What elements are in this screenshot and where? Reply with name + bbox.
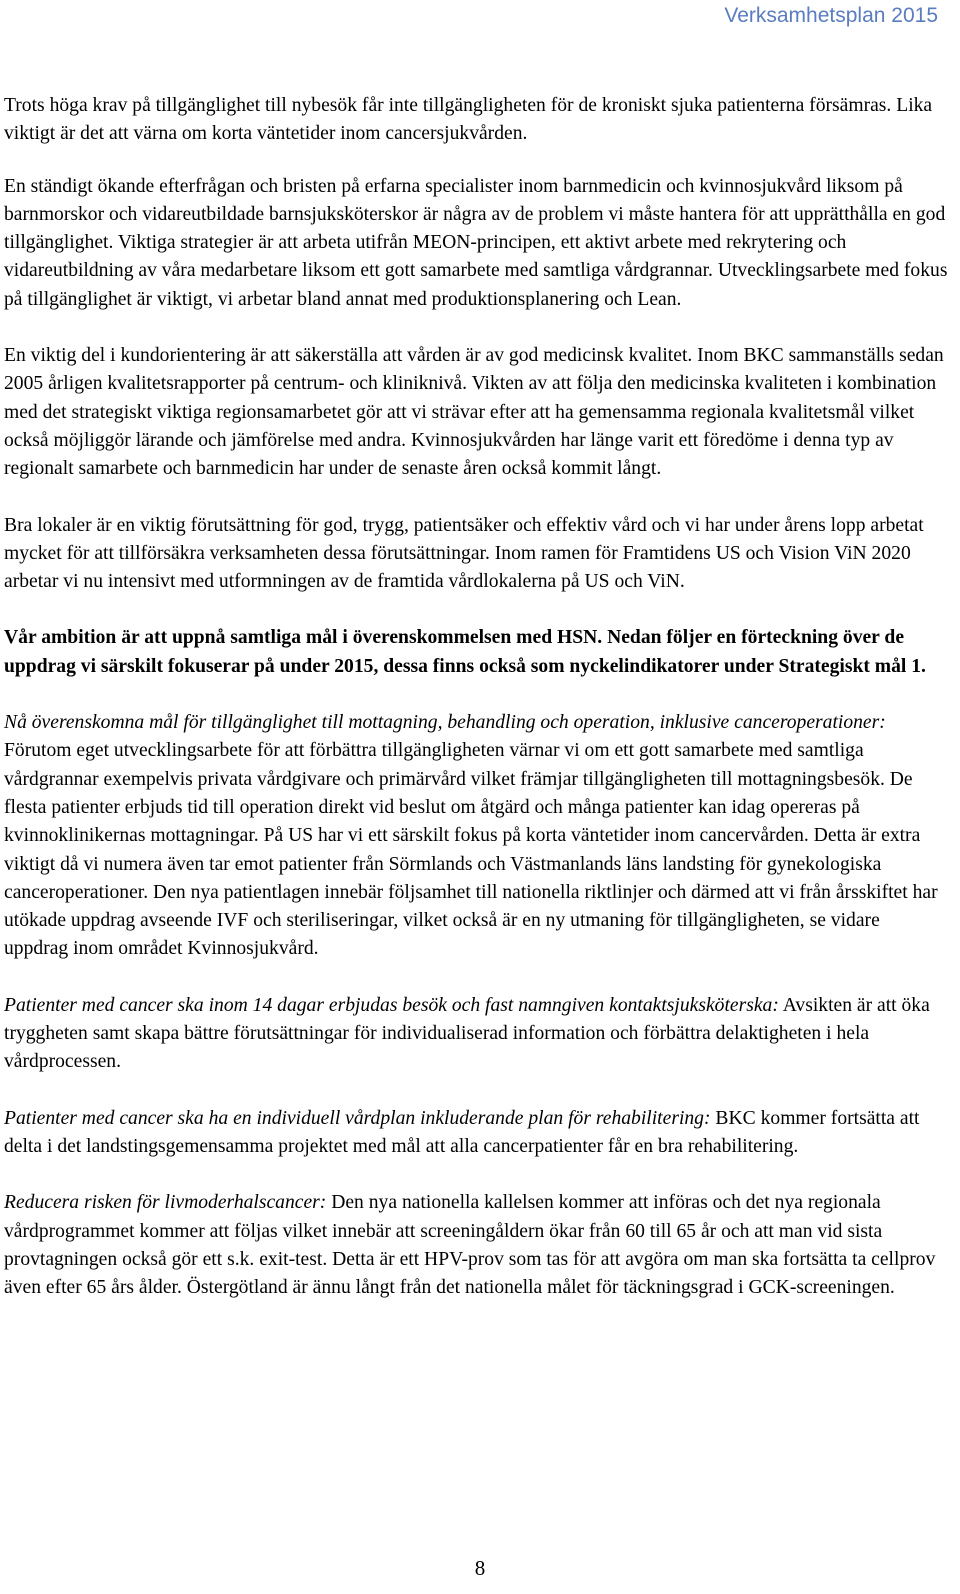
document-header-title: Verksamhetsplan 2015 — [724, 4, 938, 27]
paragraph-text: BKC kommer fortsätta att delta i det landstingsgemensamma projektet med mål att alla cancerpatienter får en bra rehabilitering. — [4, 1107, 920, 1157]
paragraph-text: Den nya nationella kallelsen kommer att införas och det nya regionala vårdprogrammet kommer att följas vilket innebär att screeningåldern ökar från 60 till 65 år och att man vid sista provtagningen också gör ett s.k. exit-test. Detta är ett HPV-prov som tas för att avgöra om man ska fortsätta ta cellprov även efter 65 års ålder. Östergötland är ännu långt från det nationella målet för täckningsgrad i GCK-screeningen. — [4, 1192, 936, 1299]
paragraph-contact-nurse — [4, 992, 948, 1077]
paragraph-specialist-shortage: En ständigt ökande efterfrågan och bristen på erfarna specialister inom barnmedicin och kvinnosjukvård liksom på barnmorskor och vidareutbildade barnsjuksköterskor är några av de problem vi måste hantera för att upprätthålla en god tillgänglighet. Viktiga strategier är att arbeta utifrån MEON-principen, ett aktivt arbete med rekrytering och vidareutbildning av våra medarbetare liksom ett gott samarbete med samtliga vårdgrannar. Utvecklingsarbete med fokus på tillgänglighet är viktigt, vi arbetar bland annat med produktionsplanering och Lean. — [4, 175, 948, 310]
paragraph-medical-quality: En viktig del i kundorientering är att säkerställa att vården är av god medicinsk kvalitet. Inom BKC sammanställs sedan 2005 årligen kvalitetsrapporter på centrum- och kliniknivå. Vikten av att följa den medicinska kvaliteten i kombination med det strategiskt viktiga regionsamarbetet gör att vi strävar efter att ha gemensamma regionala kvalitetsmål vilket också möjliggör lärande och jämförelse med andra. Kvinnosjukvården har länge varit ett föredöme i denna typ av regionalt samarbete och barnmedicin har under de senaste åren också kommit långt. — [4, 345, 944, 480]
paragraph-lead: Nå överenskomna mål för tillgänglighet till mottagning, behandling och operation, inklusive canceroperationer: — [4, 712, 886, 734]
paragraph-text: Förutom eget utvecklingsarbete för att förbättra tillgängligheten värnar vi om ett gott samarbete med samtliga vårdgrannar exempelvis privata vårdgivare och primärvård vilket främjar tillgängligheten till mottagningsbesök. De flesta patienter erbjuds tid till operation direkt vid beslut om åtgärd och många patienter kan idag opereras på kvinnoklinikernas mottagningar. På US har vi ett särskilt fokus på korta väntetider inom cancervården. Detta är extra viktigt då vi numera även tar emot patienter från Sörmlands och Västmanlands läns landsting för gynekologiska canceroperationer. Den nya patientlagen innebär följsamhet till nationella riktlinjer och därmed att vi från årsskiftet har utökade uppdrag avseende IVF och steriliseringar, vilket också är en ny utmaning för tillgängligheten, se vidare uppdrag inom området Kvinnosjukvård. — [4, 740, 938, 960]
paragraph-text: Avsikten är att öka tryggheten samt skapa bättre förutsättningar för individualiserad information och förbättra delaktigheten i hela vårdprocessen. — [4, 994, 930, 1073]
paragraph-facilities: Bra lokaler är en viktig förutsättning för god, trygg, patientsäker och effektiv vård och vi har under årens lopp arbetat mycket för att tillförsäkra verksamheten dessa förutsättningar. Inom ramen för Framtidens US och Vision ViN 2020 arbetar vi nu intensivt med utformningen av de framtida vårdlokalerna på US och ViN. — [4, 514, 924, 593]
paragraph-accessibility-goals — [4, 709, 948, 964]
paragraph-accessibility-chronic: Trots höga krav på tillgänglighet till nybesök får inte tillgängligheten för de kroniskt sjuka patienterna försämras. Lika viktigt är det att värna om korta väntetider inom cancersjukvården. — [4, 95, 933, 145]
paragraph-lead: Patienter med cancer ska inom 14 dagar erbjudas besök och fast namngiven kontaktsjuksköterska: — [4, 994, 779, 1016]
paragraph-lead: Reducera risken för livmoderhalscancer: — [4, 1192, 327, 1214]
paragraph-cervical-cancer — [4, 1189, 948, 1302]
paragraph-ambition: Vår ambition är att uppnå samtliga mål i överenskommelsen med HSN. Nedan följer en förteckning över de uppdrag vi särskilt fokuserar på under 2015, dessa finns också som nyckelindikatorer under Strategiskt mål 1. — [4, 627, 926, 677]
document-body — [4, 92, 948, 1330]
page-number: 8 — [474, 1556, 486, 1580]
paragraph-rehabilitation-plan — [4, 1105, 948, 1162]
paragraph-lead: Patienter med cancer ska ha en individuell vårdplan inkluderande plan för rehabilitering: — [4, 1107, 711, 1129]
